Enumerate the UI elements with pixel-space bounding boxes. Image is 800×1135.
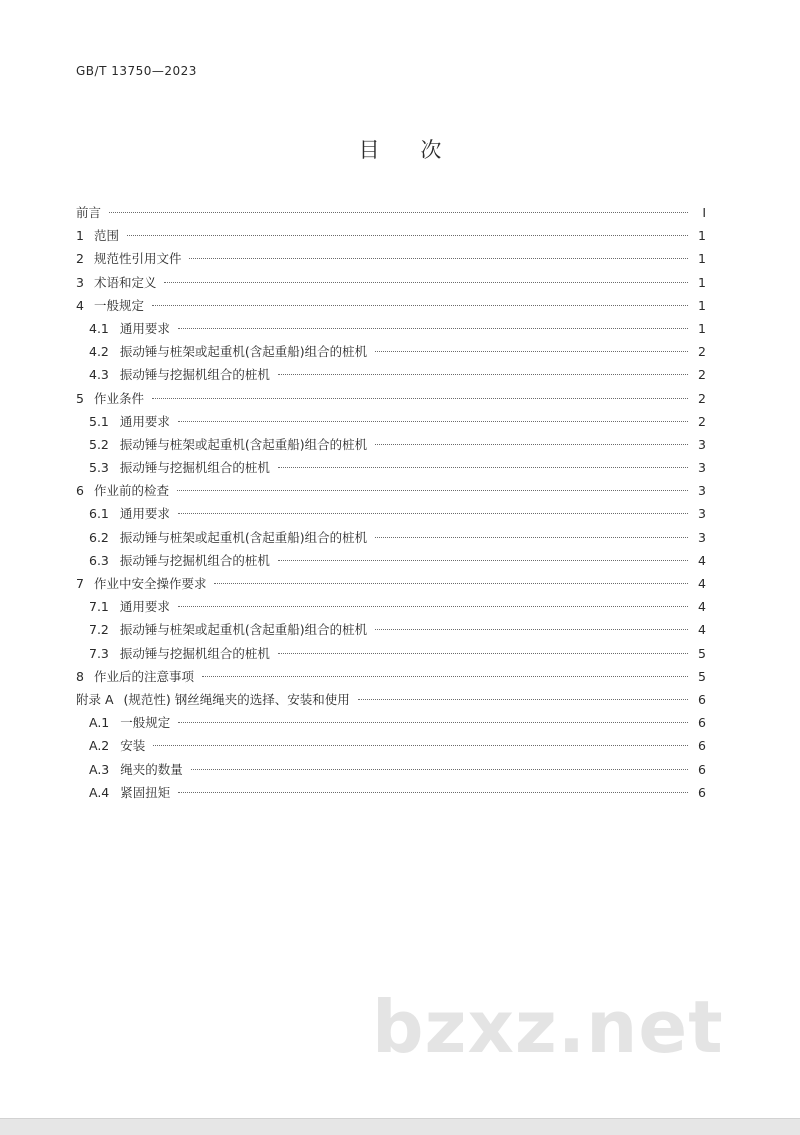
toc-entry-number: 6 [76,483,84,499]
toc-leader-dots [109,212,688,213]
toc-entry-number: 6.1 [89,506,109,522]
toc-entry-number: 4 [76,297,84,313]
toc-leader-dots [278,560,688,561]
toc-entry-page: 6 [698,691,706,707]
toc-leader-dots [191,769,688,770]
toc-entry[interactable] [76,526,706,549]
toc-entry-number: 4.3 [89,367,109,383]
toc-entry-number: 5 [76,390,84,406]
toc-entry-page: 1 [698,320,706,336]
toc-entry-number: 5.1 [89,413,109,429]
toc-entry-number: 5.2 [89,436,109,452]
toc-leader-dots [278,374,688,375]
toc-entry-page: 3 [698,506,706,522]
toc-entry-number: 4.1 [89,320,109,336]
toc-leader-dots [278,467,688,468]
toc-entry-page: 3 [698,529,706,545]
toc-entry-title: 振动锤与桩架或起重机(含起重船)组合的桩机 [119,529,368,545]
toc-entry-title: 振动锤与挖掘机组合的桩机 [119,460,270,476]
toc-entry-title: 作业后的注意事项 [93,668,194,684]
toc-entry-title: 振动锤与挖掘机组合的桩机 [119,552,270,568]
toc-entry-page: 3 [698,483,706,499]
toc-entry-title: 通用要求 [119,320,170,336]
toc-entry-page: 6 [698,784,706,800]
toc-entry-page: 2 [698,344,706,360]
toc-leader-dots [375,629,688,630]
toc-leader-dots [152,305,688,306]
toc-entry-number: 5.3 [89,460,109,476]
toc-leader-dots [375,351,688,352]
toc-entry-number: 2 [76,251,84,267]
toc-entry[interactable] [76,642,706,665]
toc-entry-number: 6.2 [89,529,109,545]
toc-entry-title: 振动锤与桩架或起重机(含起重船)组合的桩机 [119,622,368,638]
toc-entry-title: 一般规定 [93,297,144,313]
toc-entry-title: 安装 [120,738,146,754]
toc-leader-dots [189,258,688,259]
toc-entry-title: 作业前的检查 [93,483,169,499]
toc-entry-number: A.1 [89,715,110,731]
toc-leader-dots [178,792,688,793]
toc-entry-number: A.3 [89,761,110,777]
toc-entry-number: 3 [76,274,84,290]
toc-leader-dots [278,653,688,654]
toc-entry-page: 2 [698,390,706,406]
toc-entry[interactable] [76,224,706,247]
toc-entry-title: 作业条件 [93,390,144,406]
toc-entry-page: I [702,205,706,220]
toc-entry-title: 术语和定义 [93,274,157,290]
toc-entry-page: 5 [698,645,706,661]
toc-entry[interactable] [76,549,706,572]
toc-entry[interactable] [76,711,706,734]
toc-entry[interactable] [76,271,706,294]
toc-entry-number: 4.2 [89,344,109,360]
toc-entry[interactable] [76,618,706,641]
toc-entry-title: 绳夹的数量 [120,761,183,777]
watermark: bzxz.net [372,985,724,1069]
toc-entry-title: 紧固扭矩 [120,784,171,800]
toc-entry[interactable] [76,595,706,618]
toc-entry[interactable] [76,410,706,433]
toc-entry-title: 振动锤与挖掘机组合的桩机 [119,645,270,661]
toc-entry-title: 通用要求 [119,506,170,522]
toc-leader-dots [375,537,688,538]
toc-entry-page: 4 [698,599,706,615]
toc-entry-page: 6 [698,761,706,777]
toc-entry-page: 1 [698,251,706,267]
toc-entry[interactable] [76,572,706,595]
toc-entry[interactable] [76,247,706,270]
toc-leader-dots [178,421,688,422]
toc-leader-dots [164,282,688,283]
toc-entry-number: 1 [76,228,84,244]
table-of-contents [76,201,706,804]
toc-leader-dots [127,235,688,236]
toc-entry-title: 振动锤与桩架或起重机(含起重船)组合的桩机 [119,436,368,452]
toc-entry-number: A.4 [89,784,110,800]
toc-leader-dots [178,513,688,514]
toc-leader-dots [178,328,688,329]
toc-leader-dots [178,606,688,607]
toc-entry-title: 规范性引用文件 [93,251,182,267]
toc-entry-page: 4 [698,622,706,638]
toc-entry-page: 1 [698,228,706,244]
toc-entry[interactable] [76,734,706,757]
toc-entry-number: 8 [76,668,84,684]
toc-leader-dots [177,490,688,491]
toc-entry-title: 通用要求 [119,599,170,615]
toc-entry[interactable] [76,479,706,502]
toc-entry-title: 范围 [93,228,119,244]
toc-leader-dots [214,583,688,584]
toc-entry-page: 3 [698,436,706,452]
toc-entry-title: 作业中安全操作要求 [93,576,207,591]
toc-entry[interactable] [76,456,706,479]
toc-leader-dots [375,444,688,445]
toc-leader-dots [153,745,688,746]
toc-entry-number: 7.1 [89,599,109,615]
toc-entry[interactable] [76,688,706,711]
toc-entry-number: A.2 [89,738,110,754]
toc-entry-title: 一般规定 [120,715,171,731]
toc-title: 目 次 [358,138,442,162]
toc-entry[interactable] [76,340,706,363]
toc-entry-page: 1 [698,297,706,313]
toc-entry-page: 3 [698,460,706,476]
toc-entry[interactable] [76,294,706,317]
standard-number: GB/T 13750—2023 [76,64,197,78]
toc-entry[interactable] [76,387,706,410]
toc-entry[interactable] [76,502,706,525]
toc-entry[interactable] [76,665,706,688]
toc-entry[interactable] [76,201,706,224]
toc-entry-page: 1 [698,274,706,290]
toc-entry-title: 振动锤与桩架或起重机(含起重船)组合的桩机 [119,344,368,360]
page-bottom-edge [0,1118,800,1135]
toc-entry-number: 7 [76,576,84,591]
toc-entry-page: 4 [698,552,706,568]
toc-entry[interactable] [76,758,706,781]
toc-entry-number: 附录 A [76,691,114,707]
toc-entry[interactable] [76,363,706,386]
toc-leader-dots [178,722,688,723]
toc-entry-page: 2 [698,413,706,429]
toc-entry[interactable] [76,433,706,456]
toc-entry-page: 2 [698,367,706,383]
toc-entry-number: 6.3 [89,552,109,568]
toc-entry[interactable] [76,317,706,340]
toc-leader-dots [358,699,688,700]
toc-entry-page: 6 [698,715,706,731]
toc-entry-title: (规范性) 钢丝绳绳夹的选择、安装和使用 [123,691,350,707]
toc-entry-page: 4 [698,576,706,591]
toc-entry-title: 前言 [76,205,102,220]
toc-leader-dots [202,676,688,677]
toc-entry-title: 振动锤与挖掘机组合的桩机 [119,367,270,383]
toc-entry[interactable] [76,781,706,804]
toc-entry-number: 7.2 [89,622,109,638]
toc-leader-dots [152,398,688,399]
toc-entry-page: 6 [698,738,706,754]
toc-entry-page: 5 [698,668,706,684]
toc-entry-title: 通用要求 [119,413,170,429]
toc-entry-number: 7.3 [89,645,109,661]
